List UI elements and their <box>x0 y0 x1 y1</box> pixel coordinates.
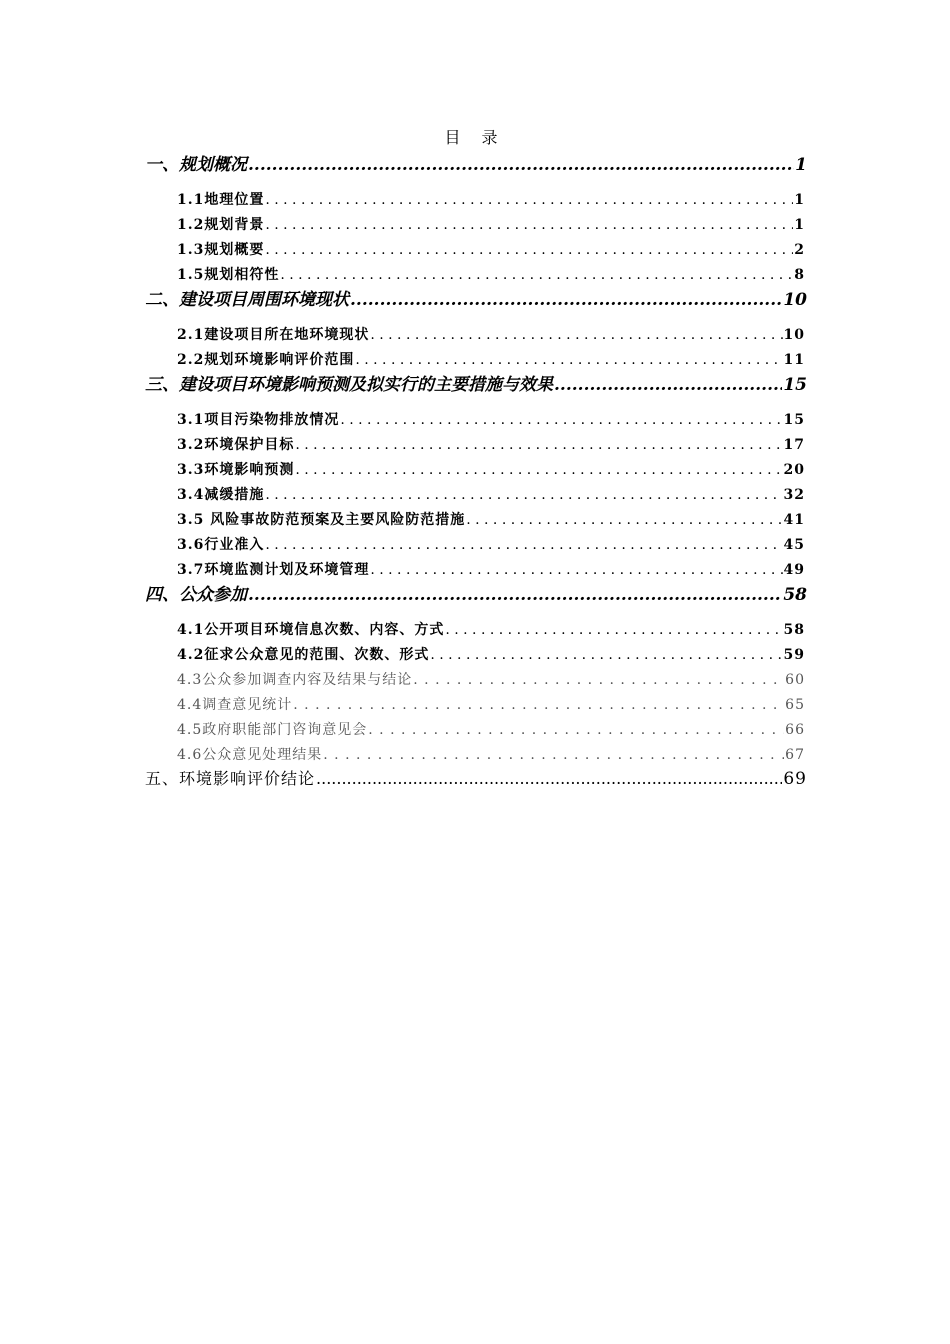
dot-leader <box>265 242 793 258</box>
dot-leader <box>413 672 784 688</box>
toc-entry-label: 三、建设项目环境影响预测及拟实行的主要措施与效果 <box>145 375 553 395</box>
dot-leader <box>370 562 782 578</box>
toc-entry-label: 3.6行业准入 <box>177 537 265 553</box>
toc-entry-label: 二、建设项目周围环境现状 <box>145 290 349 310</box>
toc-entry-page: 1 <box>794 217 805 233</box>
dot-leader <box>248 585 782 605</box>
toc-entry-page: 59 <box>783 647 805 663</box>
toc-entry-chapter-4[interactable] <box>145 580 807 605</box>
toc-entry-page: 2 <box>794 242 805 258</box>
toc-entry-page: 8 <box>794 267 805 283</box>
toc-entry-label: 3.3环境影响预测 <box>177 462 295 478</box>
dot-leader <box>340 412 782 428</box>
toc-entry-4-6[interactable] <box>177 744 805 764</box>
toc-entry-label: 4.6公众意见处理结果 <box>177 747 323 763</box>
toc-entry-page: 20 <box>783 462 805 478</box>
toc-entry-4-1[interactable] <box>177 619 805 639</box>
toc-entry-label: 2.2规划环境影响评价范围 <box>177 352 355 368</box>
toc-entry-label: 4.1公开项目环境信息次数、内容、方式 <box>177 622 445 638</box>
toc-entry-label: 1.2规划背景 <box>177 217 265 233</box>
toc-entry-page: 60 <box>785 672 805 688</box>
toc-entry-label: 4.3公众参加调查内容及结果与结论 <box>177 672 413 688</box>
toc-entry-1-5[interactable] <box>177 264 805 284</box>
toc-entry-page: 41 <box>783 512 805 528</box>
toc-entry-page: 10 <box>783 327 805 343</box>
toc-entry-4-2[interactable] <box>177 644 805 664</box>
toc-entry-4-4[interactable] <box>177 694 805 714</box>
dot-leader <box>350 290 782 310</box>
toc-entry-label: 3.7环境监测计划及环境管理 <box>177 562 370 578</box>
toc-entry-chapter-1[interactable] <box>145 150 807 175</box>
toc-entry-label: 4.4调查意见统计 <box>177 697 293 713</box>
dot-leader <box>248 155 794 175</box>
toc-entry-1-2[interactable] <box>177 214 805 234</box>
toc-entry-label: 四、公众参加 <box>145 585 247 605</box>
toc-entry-2-2[interactable] <box>177 349 805 369</box>
toc-entry-label: 4.2征求公众意见的范围、次数、形式 <box>177 647 430 663</box>
toc-entry-page: 49 <box>783 562 805 578</box>
dot-leader <box>265 487 782 503</box>
dot-leader <box>445 622 782 638</box>
dot-leader <box>295 462 782 478</box>
toc-entry-page: 1 <box>795 155 807 175</box>
toc-entry-page: 15 <box>783 412 805 428</box>
dot-leader <box>265 217 793 233</box>
dot-leader <box>554 375 782 395</box>
dot-leader <box>293 697 784 713</box>
toc-entry-label: 2.1建设项目所在地环境现状 <box>177 327 370 343</box>
toc-entry-page: 58 <box>783 585 807 605</box>
toc-entry-1-1[interactable] <box>177 189 805 209</box>
toc-entry-page: 32 <box>783 487 805 503</box>
toc-entry-label: 1.5规划相符性 <box>177 267 280 283</box>
toc-entry-page: 65 <box>785 697 805 713</box>
toc-entry-chapter-2[interactable] <box>145 285 807 310</box>
toc-entry-3-4[interactable] <box>177 484 805 504</box>
toc-entry-4-3[interactable] <box>177 669 805 689</box>
dot-leader <box>355 352 782 368</box>
toc-entry-3-5[interactable] <box>177 509 805 529</box>
toc-entry-label: 3.5 风险事故防范预案及主要风险防范措施 <box>177 512 466 528</box>
toc-entry-1-3[interactable] <box>177 239 805 259</box>
toc-entry-chapter-3[interactable] <box>145 370 807 395</box>
toc-entry-3-6[interactable] <box>177 534 805 554</box>
toc-entry-label: 3.4减缓措施 <box>177 487 265 503</box>
toc-title: 目 录 <box>444 128 506 147</box>
toc-entry-label: 一、规划概况 <box>145 155 247 175</box>
dot-leader <box>466 512 782 528</box>
dot-leader <box>368 722 784 738</box>
toc-entry-page: 17 <box>783 437 805 453</box>
toc-entry-3-3[interactable] <box>177 459 805 479</box>
toc-entry-page: 58 <box>783 622 805 638</box>
dot-leader <box>295 437 782 453</box>
toc-entry-page: 69 <box>783 769 807 789</box>
toc-entry-label: 1.3规划概要 <box>177 242 265 258</box>
dot-leader <box>316 769 782 788</box>
toc-entry-page: 11 <box>783 352 805 368</box>
dot-leader <box>265 537 782 553</box>
toc-entry-page: 45 <box>783 537 805 553</box>
toc-entry-page: 10 <box>783 290 807 310</box>
toc-entry-page: 1 <box>794 192 805 208</box>
toc-entry-chapter-5[interactable] <box>145 766 807 789</box>
toc-entry-page: 66 <box>785 722 805 738</box>
toc-entry-3-7[interactable] <box>177 559 805 579</box>
toc-entry-page: 67 <box>785 747 805 763</box>
dot-leader <box>265 192 793 208</box>
toc-entry-4-5[interactable] <box>177 719 805 739</box>
dot-leader <box>370 327 782 343</box>
toc-entry-page: 15 <box>783 375 807 395</box>
toc-entry-label: 3.1项目污染物排放情况 <box>177 412 340 428</box>
toc-entry-label: 3.2环境保护目标 <box>177 437 295 453</box>
dot-leader <box>323 747 784 763</box>
dot-leader <box>430 647 782 663</box>
dot-leader <box>280 267 793 283</box>
toc-entry-3-1[interactable] <box>177 409 805 429</box>
toc-entry-label: 4.5政府职能部门咨询意见会 <box>177 722 368 738</box>
toc-entry-2-1[interactable] <box>177 324 805 344</box>
toc-entry-label: 五、环境影响评价结论 <box>145 769 316 788</box>
toc-entry-3-2[interactable] <box>177 434 805 454</box>
toc-entry-label: 1.1地理位置 <box>177 192 265 208</box>
